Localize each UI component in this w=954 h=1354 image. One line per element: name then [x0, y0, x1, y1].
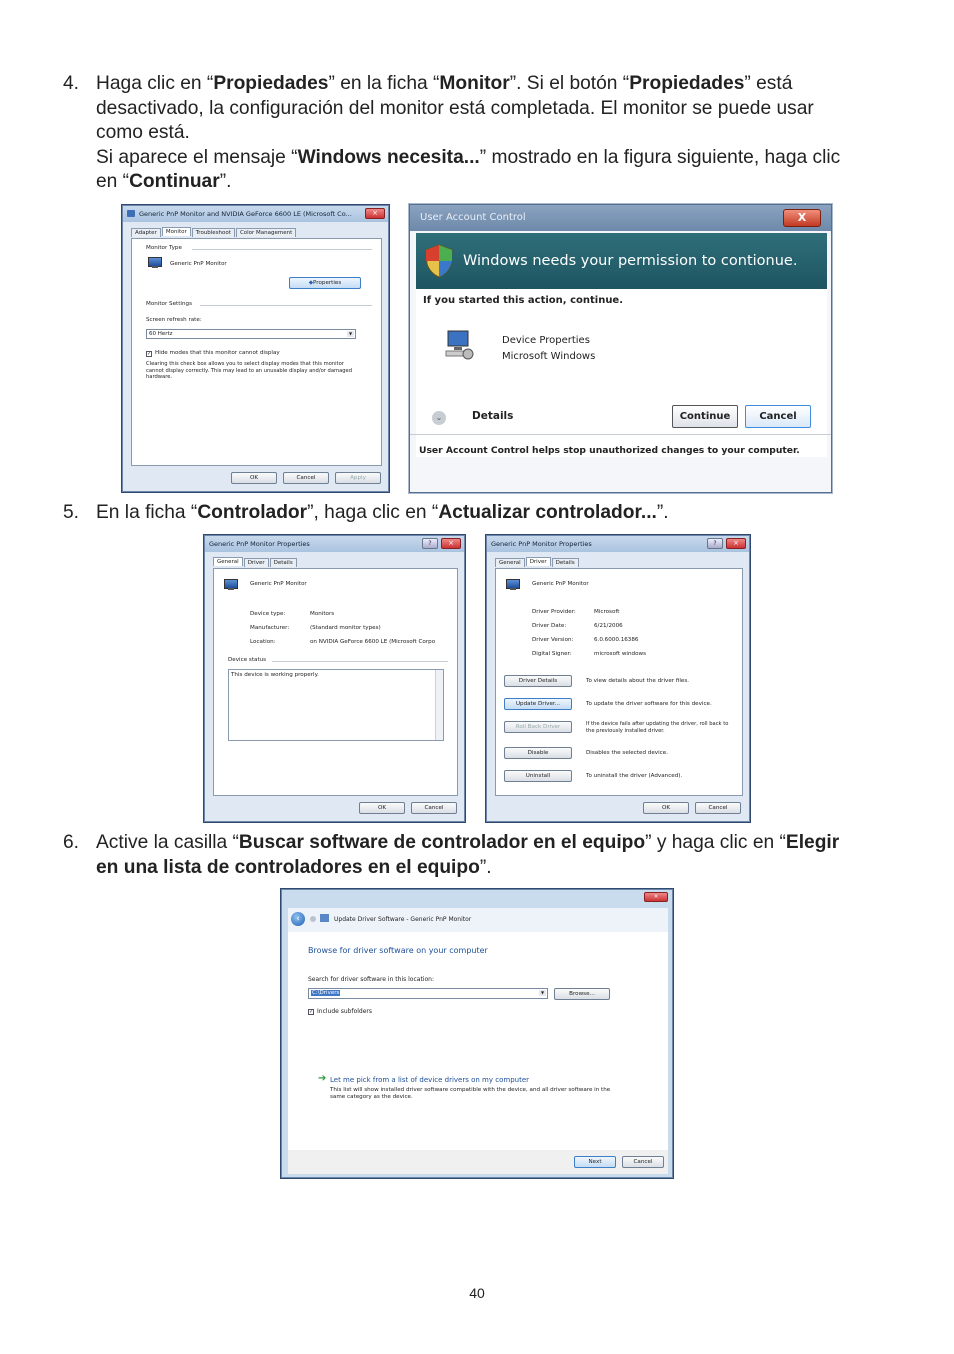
details-toggle[interactable]: Details: [472, 410, 514, 422]
step-4: [63, 72, 903, 195]
help-icon[interactable]: ?: [707, 538, 723, 549]
select-value: 60 Hertz: [149, 331, 173, 337]
properties-button[interactable]: [289, 277, 361, 289]
cancel-button[interactable]: Cancel: [622, 1156, 664, 1168]
tab-panel: [213, 568, 458, 796]
group-label: Monitor Type: [146, 245, 182, 251]
dialog-title: Generic PnP Monitor Properties: [491, 540, 592, 548]
text: ” mostrado en la figura siguiente, haga clic: [479, 146, 841, 168]
button-label: Properties: [313, 280, 342, 286]
wizard-heading: Browse for driver software on your computer: [308, 946, 488, 955]
dialog-title: Generic PnP Monitor Properties: [209, 540, 310, 548]
dialog-titlebar: [205, 536, 464, 552]
step-number: 4.: [63, 73, 80, 94]
signer-label: Digital Signer:: [532, 651, 572, 657]
cancel-button[interactable]: Cancel: [411, 802, 457, 814]
monitor-name: Generic PnP Monitor: [170, 261, 227, 267]
chevron-down-icon: ▼: [348, 331, 353, 336]
date-value: 6/21/2006: [594, 623, 623, 629]
text-bold: Monitor: [439, 73, 510, 94]
step-5: [63, 501, 903, 526]
provider-value: Microsoft: [594, 609, 620, 615]
tab-color-management[interactable]: Color Management: [236, 228, 296, 237]
dialog-titlebar: [123, 206, 388, 222]
monitor-properties-dialog: [122, 205, 389, 492]
hide-modes-label: Hide modes that this monitor cannot display: [155, 350, 280, 356]
tab-bar: [213, 558, 298, 567]
cancel-button[interactable]: Cancel: [745, 405, 811, 428]
text-bold: Windows necesita...: [297, 146, 480, 168]
publisher-name: Microsoft Windows: [502, 351, 596, 362]
text: Si aparece el mensaje “: [96, 146, 298, 168]
divider: [200, 305, 372, 306]
uninstall-desc: To uninstall the driver (Advanced).: [586, 773, 683, 779]
provider-label: Driver Provider:: [532, 609, 576, 615]
monitor-icon: [148, 257, 162, 269]
monitor-icon: [224, 579, 238, 591]
display-icon: [127, 210, 135, 217]
tab-panel: [495, 568, 743, 796]
divider: [410, 434, 831, 435]
wizard-header: [288, 908, 668, 932]
step-line: [96, 72, 903, 97]
signer-value: microsoft windows: [594, 651, 646, 657]
tab-adapter[interactable]: Adapter: [131, 228, 161, 237]
tab-troubleshoot[interactable]: Troubleshoot: [192, 228, 235, 237]
disable-desc: Disables the selected device.: [586, 750, 668, 756]
manufacturer-label: Manufacturer:: [250, 625, 290, 631]
status-textbox[interactable]: [228, 669, 444, 741]
device-type-value: Monitors: [310, 611, 335, 617]
hide-modes-checkbox[interactable]: ✓: [147, 351, 152, 357]
version-value: 6.0.6000.16386: [594, 637, 639, 643]
device-name: Generic PnP Monitor: [532, 581, 589, 587]
browse-button[interactable]: Browse...: [554, 988, 610, 1000]
manufacturer-value: (Standard monitor types): [310, 625, 381, 631]
page-number: 40: [469, 1285, 485, 1301]
group-label: Monitor Settings: [146, 301, 192, 307]
continue-button[interactable]: Continue: [672, 405, 738, 428]
driver-details-desc: To view details about the driver files.: [586, 678, 690, 684]
text-bold: Propiedades: [629, 73, 745, 94]
date-label: Driver Date:: [532, 623, 567, 629]
tab-bar: [131, 228, 297, 237]
location-value: on NVIDIA GeForce 6600 LE (Microsoft Corpo: [310, 639, 436, 645]
search-location-input[interactable]: [308, 988, 548, 999]
device-properties-icon: [442, 327, 478, 363]
wizard-breadcrumb: Update Driver Software - Generic PnP Monitor: [334, 916, 472, 923]
dialog-titlebar: [487, 536, 749, 552]
divider: [192, 249, 372, 250]
roll-back-driver-button[interactable]: Roll Back Driver: [504, 721, 572, 733]
update-driver-wizard: [281, 889, 673, 1178]
pick-from-list-link[interactable]: Let me pick from a list of device drivers on my computer: [330, 1076, 530, 1084]
step-text: [96, 501, 903, 526]
cancel-button[interactable]: Cancel: [695, 802, 741, 814]
uac-dialog: [409, 204, 832, 493]
text: ”.: [656, 502, 669, 523]
refresh-rate-select[interactable]: [146, 329, 356, 339]
uac-heading: Windows needs your permission to contionue.: [463, 253, 798, 269]
step-text: [96, 72, 903, 195]
close-button[interactable]: X: [783, 209, 821, 227]
chevron-down-icon[interactable]: ⌄: [432, 411, 446, 425]
include-subfolders-label: Include subfolders: [317, 1008, 373, 1015]
device-type-label: Device type:: [250, 611, 286, 617]
tab-general[interactable]: General: [213, 557, 243, 566]
apply-button[interactable]: Apply: [335, 472, 381, 484]
update-driver-button[interactable]: Update Driver...: [504, 698, 572, 710]
help-icon[interactable]: ?: [422, 538, 438, 549]
text: ”.: [219, 171, 232, 192]
monitor-icon: [506, 579, 520, 591]
tab-general[interactable]: General: [495, 558, 525, 567]
tab-bar: [495, 558, 580, 567]
step-line: [96, 170, 903, 195]
step-number: 6.: [63, 832, 80, 853]
step-text: [96, 831, 903, 880]
tab-driver[interactable]: Driver: [526, 557, 551, 566]
search-location-label: Search for driver software in this location:: [308, 976, 434, 983]
device-icon: [320, 914, 329, 922]
wizard-body: [288, 932, 668, 1150]
text: En la ficha “: [96, 502, 198, 523]
roll-back-desc: If the device fails after updating the driver, roll back to the previously installed driver.: [586, 721, 729, 734]
text: ”. Si el botón “: [509, 73, 630, 94]
status-label: Device status: [228, 657, 267, 663]
uac-title: User Account Control: [420, 212, 526, 223]
text-bold: Actualizar controlador...: [438, 502, 657, 523]
step-line: [96, 831, 903, 856]
shield-icon: [424, 244, 454, 278]
disable-button[interactable]: Disable: [504, 747, 572, 759]
next-button[interactable]: Next: [574, 1156, 616, 1168]
text: en “: [96, 171, 130, 192]
ok-button[interactable]: OK: [359, 802, 405, 814]
text: ” está: [744, 73, 793, 94]
update-driver-desc: To update the driver software for this device.: [586, 701, 712, 707]
hide-modes-description: Clearing this check box allows you to select display modes that this monitor cannot display correctly. This may lead to an unusable display and/or damaged hardware.: [146, 361, 353, 381]
tab-panel: [131, 238, 382, 466]
pick-from-list-desc: This list will show installed driver software compatible with the device, and all driver software in the same category as the device.: [330, 1087, 611, 1100]
general-properties-dialog: [204, 535, 465, 822]
back-arrow-icon[interactable]: ‹: [291, 912, 305, 926]
include-subfolders-checkbox[interactable]: ✓: [309, 1009, 314, 1015]
tab-monitor[interactable]: Monitor: [162, 227, 191, 236]
version-label: Driver Version:: [532, 637, 574, 643]
uac-program-info: [502, 333, 595, 365]
text-bold: Elegir: [785, 832, 840, 853]
scrollbar[interactable]: [435, 670, 443, 740]
close-button[interactable]: ×: [365, 208, 385, 219]
ok-button[interactable]: OK: [643, 802, 689, 814]
uac-started-text: If you started this action, continue.: [423, 295, 624, 306]
driver-properties-dialog: [486, 535, 750, 822]
divider: [272, 661, 448, 662]
text: ” en la ficha “: [328, 73, 440, 94]
status-text: This device is working properly.: [231, 672, 319, 678]
tab-details[interactable]: Details: [552, 558, 579, 567]
close-button[interactable]: ×: [441, 538, 461, 549]
step-line: [96, 856, 903, 881]
tab-driver[interactable]: Driver: [244, 558, 269, 567]
text: ”, haga clic en “: [307, 502, 439, 523]
ok-button[interactable]: OK: [231, 472, 277, 484]
arrow-right-icon: ➔: [318, 1073, 327, 1084]
cancel-button[interactable]: Cancel: [283, 472, 329, 484]
dialog-title: Generic PnP Monitor and NVIDIA GeForce 6600 LE (Microsoft Co...: [139, 210, 352, 218]
text: ” y haga clic en “: [645, 832, 786, 853]
uac-titlebar: [410, 205, 831, 231]
uac-body: [416, 289, 827, 457]
program-name: Device Properties: [502, 335, 590, 346]
tab-details[interactable]: Details: [270, 558, 297, 567]
driver-details-button[interactable]: Driver Details: [504, 675, 572, 687]
close-button[interactable]: ×: [726, 538, 746, 549]
wizard-footer: [288, 1150, 668, 1174]
shield-icon: ◆: [308, 280, 314, 286]
step-line: como está.: [96, 122, 190, 143]
text-bold: Buscar software de controlador en el equipo: [238, 832, 646, 853]
text-bold: Continuar: [129, 171, 220, 192]
step-line: [96, 146, 903, 171]
text-bold: Propiedades: [213, 73, 329, 94]
step-line: desactivado, la configuración del monitor está completada. El monitor se puede usar: [96, 97, 814, 119]
input-value: C:\Drivers: [312, 990, 340, 996]
text-bold: Controlador: [197, 502, 308, 523]
uac-header: [416, 233, 827, 289]
text: ”.: [479, 856, 492, 878]
step-6: [63, 831, 903, 880]
location-label: Location:: [250, 639, 276, 645]
text: Haga clic en “: [96, 73, 214, 94]
refresh-label: Screen refresh rate:: [146, 317, 202, 323]
chevron-down-icon: ▼: [540, 990, 545, 995]
step-number: 5.: [63, 502, 80, 523]
device-name: Generic PnP Monitor: [250, 581, 307, 587]
uninstall-button[interactable]: Uninstall: [504, 770, 572, 782]
text-bold: en una lista de controladores en el equipo: [96, 856, 480, 878]
close-button[interactable]: ×: [644, 892, 668, 902]
text: Active la casilla “: [96, 832, 239, 853]
uac-footer: User Account Control helps stop unauthorized changes to your computer.: [419, 445, 800, 456]
forward-arrow-icon: [310, 916, 316, 922]
